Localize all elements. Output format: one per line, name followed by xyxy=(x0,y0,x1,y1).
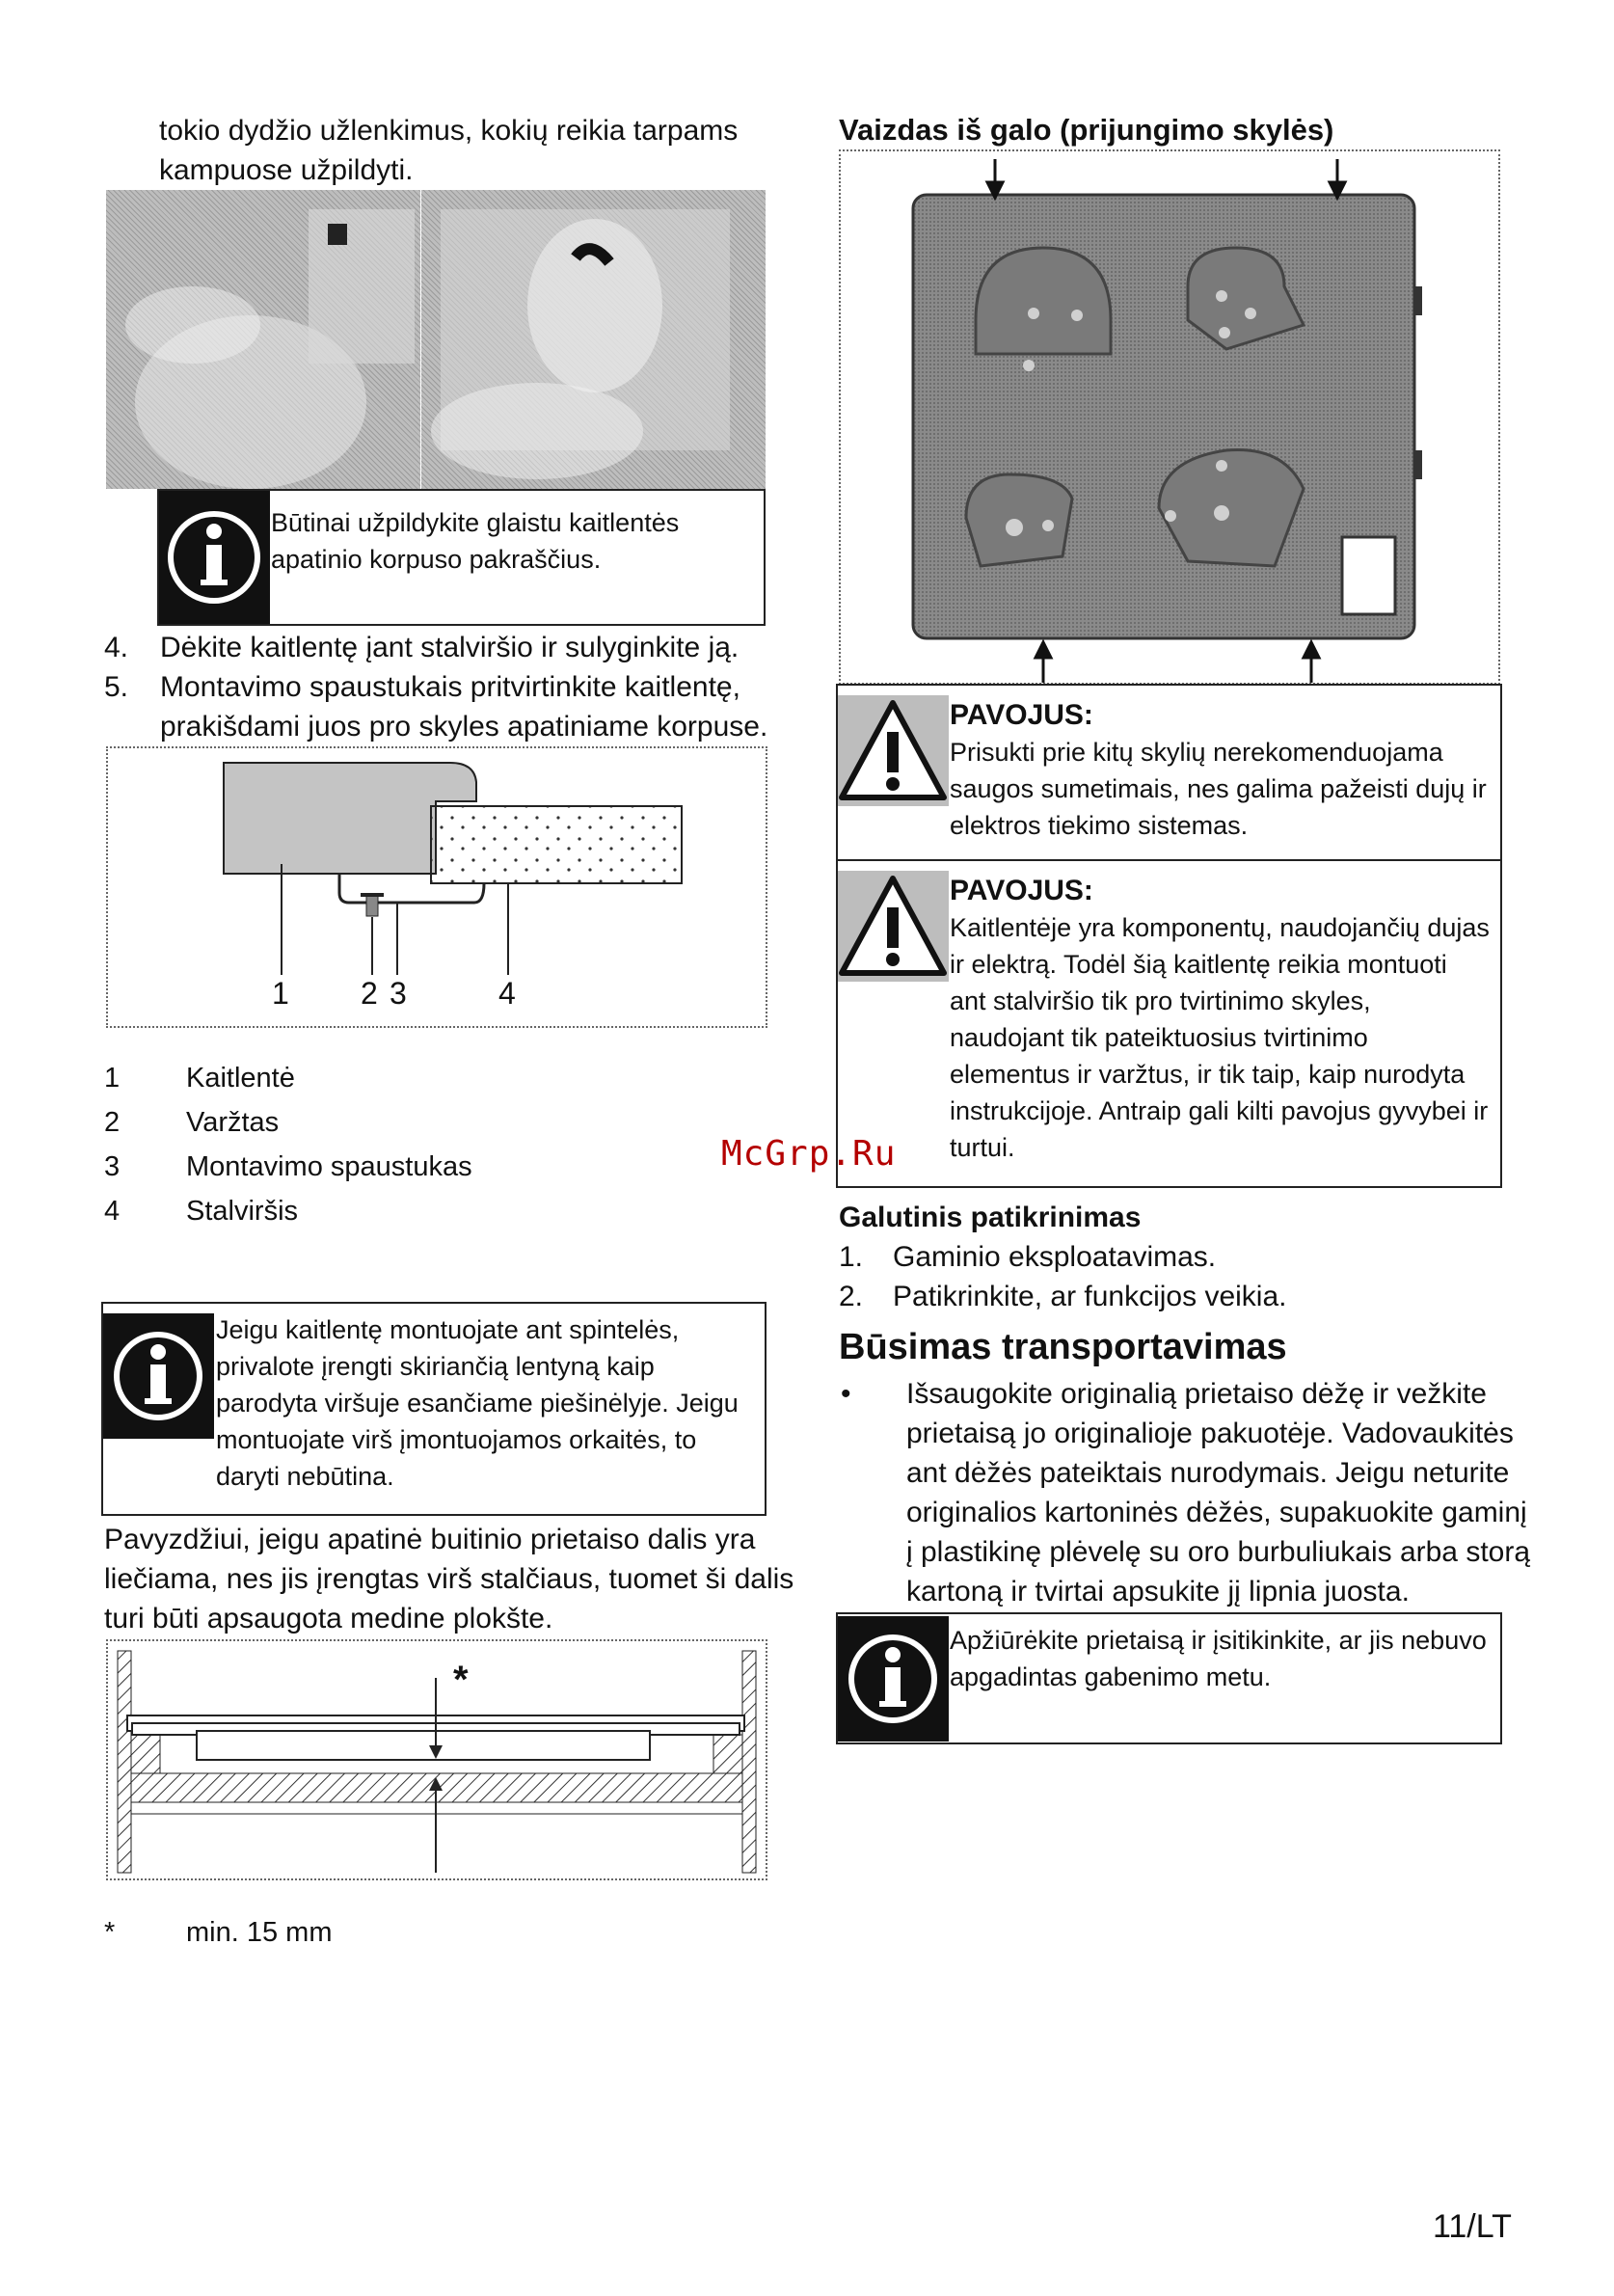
page-number: 11/LT xyxy=(1433,2208,1512,2245)
paragraph-line: Pavyzdžiui, jeigu apatinė buitinio prietaiso dalis yra xyxy=(104,1524,756,1555)
danger-line: instrukcijoje. Antraip gali kilti pavojus gyvybei ir xyxy=(950,1096,1489,1125)
callout-4: 4 xyxy=(498,976,516,1011)
gap-diagram xyxy=(106,1639,767,1880)
transport-paragraph xyxy=(839,1374,1531,1611)
step-text: Montavimo spaustukais pritvirtinkite kaitlentę, xyxy=(160,671,740,703)
transport-line: Išsaugokite originalią prietaiso dėžę ir vežkite xyxy=(906,1378,1487,1410)
legend-number: 4 xyxy=(104,1196,121,1227)
note-line: Būtinai užpildykite glaistu kaitlentės xyxy=(271,508,680,537)
sealant-photo-right xyxy=(421,190,766,489)
danger-content xyxy=(950,699,1487,844)
transport-line: ant dėžės pateiktais nurodymais. Jeigu neturite xyxy=(906,1457,1510,1489)
step-number: 5. xyxy=(104,671,129,703)
callout-3: 3 xyxy=(390,976,407,1011)
final-check-list xyxy=(839,1237,1287,1316)
note-line: daryti nebūtina. xyxy=(216,1462,394,1491)
footnote-mark: * xyxy=(104,1917,116,1948)
paragraph-line: turi būti apsaugota medine plokšte. xyxy=(104,1603,553,1634)
legend-number: 3 xyxy=(104,1151,121,1182)
info-icon xyxy=(159,491,270,624)
drawer-gap-illustration xyxy=(108,1641,766,1878)
info-note-text xyxy=(216,1311,739,1495)
danger-line: turtui. xyxy=(950,1133,1015,1162)
legend-label: Kaitlentė xyxy=(186,1063,295,1094)
info-note-sealant xyxy=(157,489,766,626)
note-line: Apžiūrėkite prietaisą ir įsitikinkite, ar jis nebuvo xyxy=(950,1626,1487,1655)
danger-line: elementus ir varžtus, ir tik taip, kaip nurodyta xyxy=(950,1060,1466,1089)
callout-1: 1 xyxy=(272,976,289,1011)
note-line: parodyta viršuje esančiame piešinėlyje. Jeigu xyxy=(216,1389,739,1418)
sealant-photo-illustration xyxy=(421,190,766,489)
info-note-text xyxy=(950,1622,1487,1695)
step-text: Dėkite kaitlentę įant stalviršio ir sulyginkite ją. xyxy=(160,632,740,663)
transport-line: prietaisą jo originalioje pakuotėje. Vadovaukitės xyxy=(906,1418,1514,1449)
note-line: Jeigu kaitlentę montuojate ant spintelės, xyxy=(216,1315,680,1344)
info-icon xyxy=(838,1616,949,1742)
transport-line: į plastikinę plėvelę su oro burbuliukais arba storą xyxy=(906,1536,1531,1568)
transport-line: originalios kartoninės dėžės, supakuokite gaminį xyxy=(906,1497,1527,1528)
callout-2: 2 xyxy=(361,976,378,1011)
danger-content xyxy=(950,875,1490,1166)
legend-label: Montavimo spaustukas xyxy=(186,1151,472,1182)
step-4 xyxy=(104,628,739,667)
step-5 xyxy=(104,667,767,746)
legend-number: 2 xyxy=(104,1107,121,1138)
step-number: 4. xyxy=(104,632,129,663)
clamp-cross-section xyxy=(108,748,766,1026)
watermark: McGrp.Ru xyxy=(721,1134,897,1174)
legend-label: Stalviršis xyxy=(186,1196,299,1227)
rear-view-diagram xyxy=(839,149,1500,685)
danger-box-1 xyxy=(836,684,1502,861)
rear-view-title: Vaizdas iš galo (prijungimo skylės) xyxy=(839,113,1334,147)
footnote-text: min. 15 mm xyxy=(186,1917,333,1948)
final-check-title: Galutinis patikrinimas xyxy=(839,1202,1142,1233)
danger-title: PAVOJUS: xyxy=(950,699,1093,731)
danger-line: saugos sumetimais, nes galima pažeisti dujų ir xyxy=(950,774,1487,803)
danger-box-2 xyxy=(836,859,1502,1188)
note-line: montuojate virš įmontuojamos orkaitės, to xyxy=(216,1425,697,1454)
clamp-diagram xyxy=(106,746,767,1028)
transport-title: Būsimas transportavimas xyxy=(839,1327,1287,1367)
item-number: 2. xyxy=(839,1281,864,1312)
danger-line: elektros tiekimo sistemas. xyxy=(950,811,1249,840)
danger-line: Kaitlentėje yra komponentų, naudojančių dujas xyxy=(950,913,1490,942)
note-line: apatinio korpuso pakraščius. xyxy=(271,545,602,574)
transport-line: kartoną ir tvirtai apsukite jį lipnia juosta. xyxy=(906,1576,1410,1607)
intro-line: kampuose užpildyti. xyxy=(159,154,414,186)
final-check-item xyxy=(839,1277,1287,1316)
intro-text xyxy=(159,111,738,190)
step-text: prakišdami juos pro skyles apatiniame korpuse. xyxy=(160,711,768,743)
danger-title: PAVOJUS: xyxy=(950,875,1093,906)
bullet: • xyxy=(841,1378,851,1410)
legend-number: 1 xyxy=(104,1063,121,1094)
gap-marker: * xyxy=(453,1659,469,1701)
item-number: 1. xyxy=(839,1241,864,1273)
warning-icon xyxy=(838,695,949,806)
danger-line: Prisukti prie kitų skylių nerekomenduojama xyxy=(950,738,1443,767)
danger-line: ant stalviršio tik pro tvirtinimo skyles, xyxy=(950,986,1371,1015)
info-note-cabinet xyxy=(101,1302,767,1516)
hands-photo-illustration xyxy=(106,190,420,489)
danger-line: ir elektrą. Todėl šią kaitlentę reikia montuoti xyxy=(950,950,1447,979)
note-line: apgadintas gabenimo metu. xyxy=(950,1662,1272,1691)
item-text: Patikrinkite, ar funkcijos veikia. xyxy=(893,1281,1287,1312)
example-paragraph xyxy=(104,1520,794,1638)
danger-line: naudojant tik pateiktuosius tvirtinimo xyxy=(950,1023,1368,1052)
sealant-photo-left xyxy=(106,190,420,489)
info-note-text xyxy=(271,504,679,578)
final-check-item xyxy=(839,1237,1287,1277)
info-icon xyxy=(103,1313,214,1439)
legend-label: Varžtas xyxy=(186,1107,280,1138)
paragraph-line: liečiama, nes jis įrengtas virš stalčiaus, tuomet ši dalis xyxy=(104,1563,794,1595)
hob-rear-view xyxy=(841,151,1498,683)
info-note-inspect xyxy=(836,1612,1502,1744)
warning-icon xyxy=(838,871,949,982)
note-line: privalote įrengti skiriančią lentyną kaip xyxy=(216,1352,655,1381)
item-text: Gaminio eksploatavimas. xyxy=(893,1241,1217,1273)
intro-line: tokio dydžio užlenkimus, kokių reikia tarpams xyxy=(159,115,739,147)
